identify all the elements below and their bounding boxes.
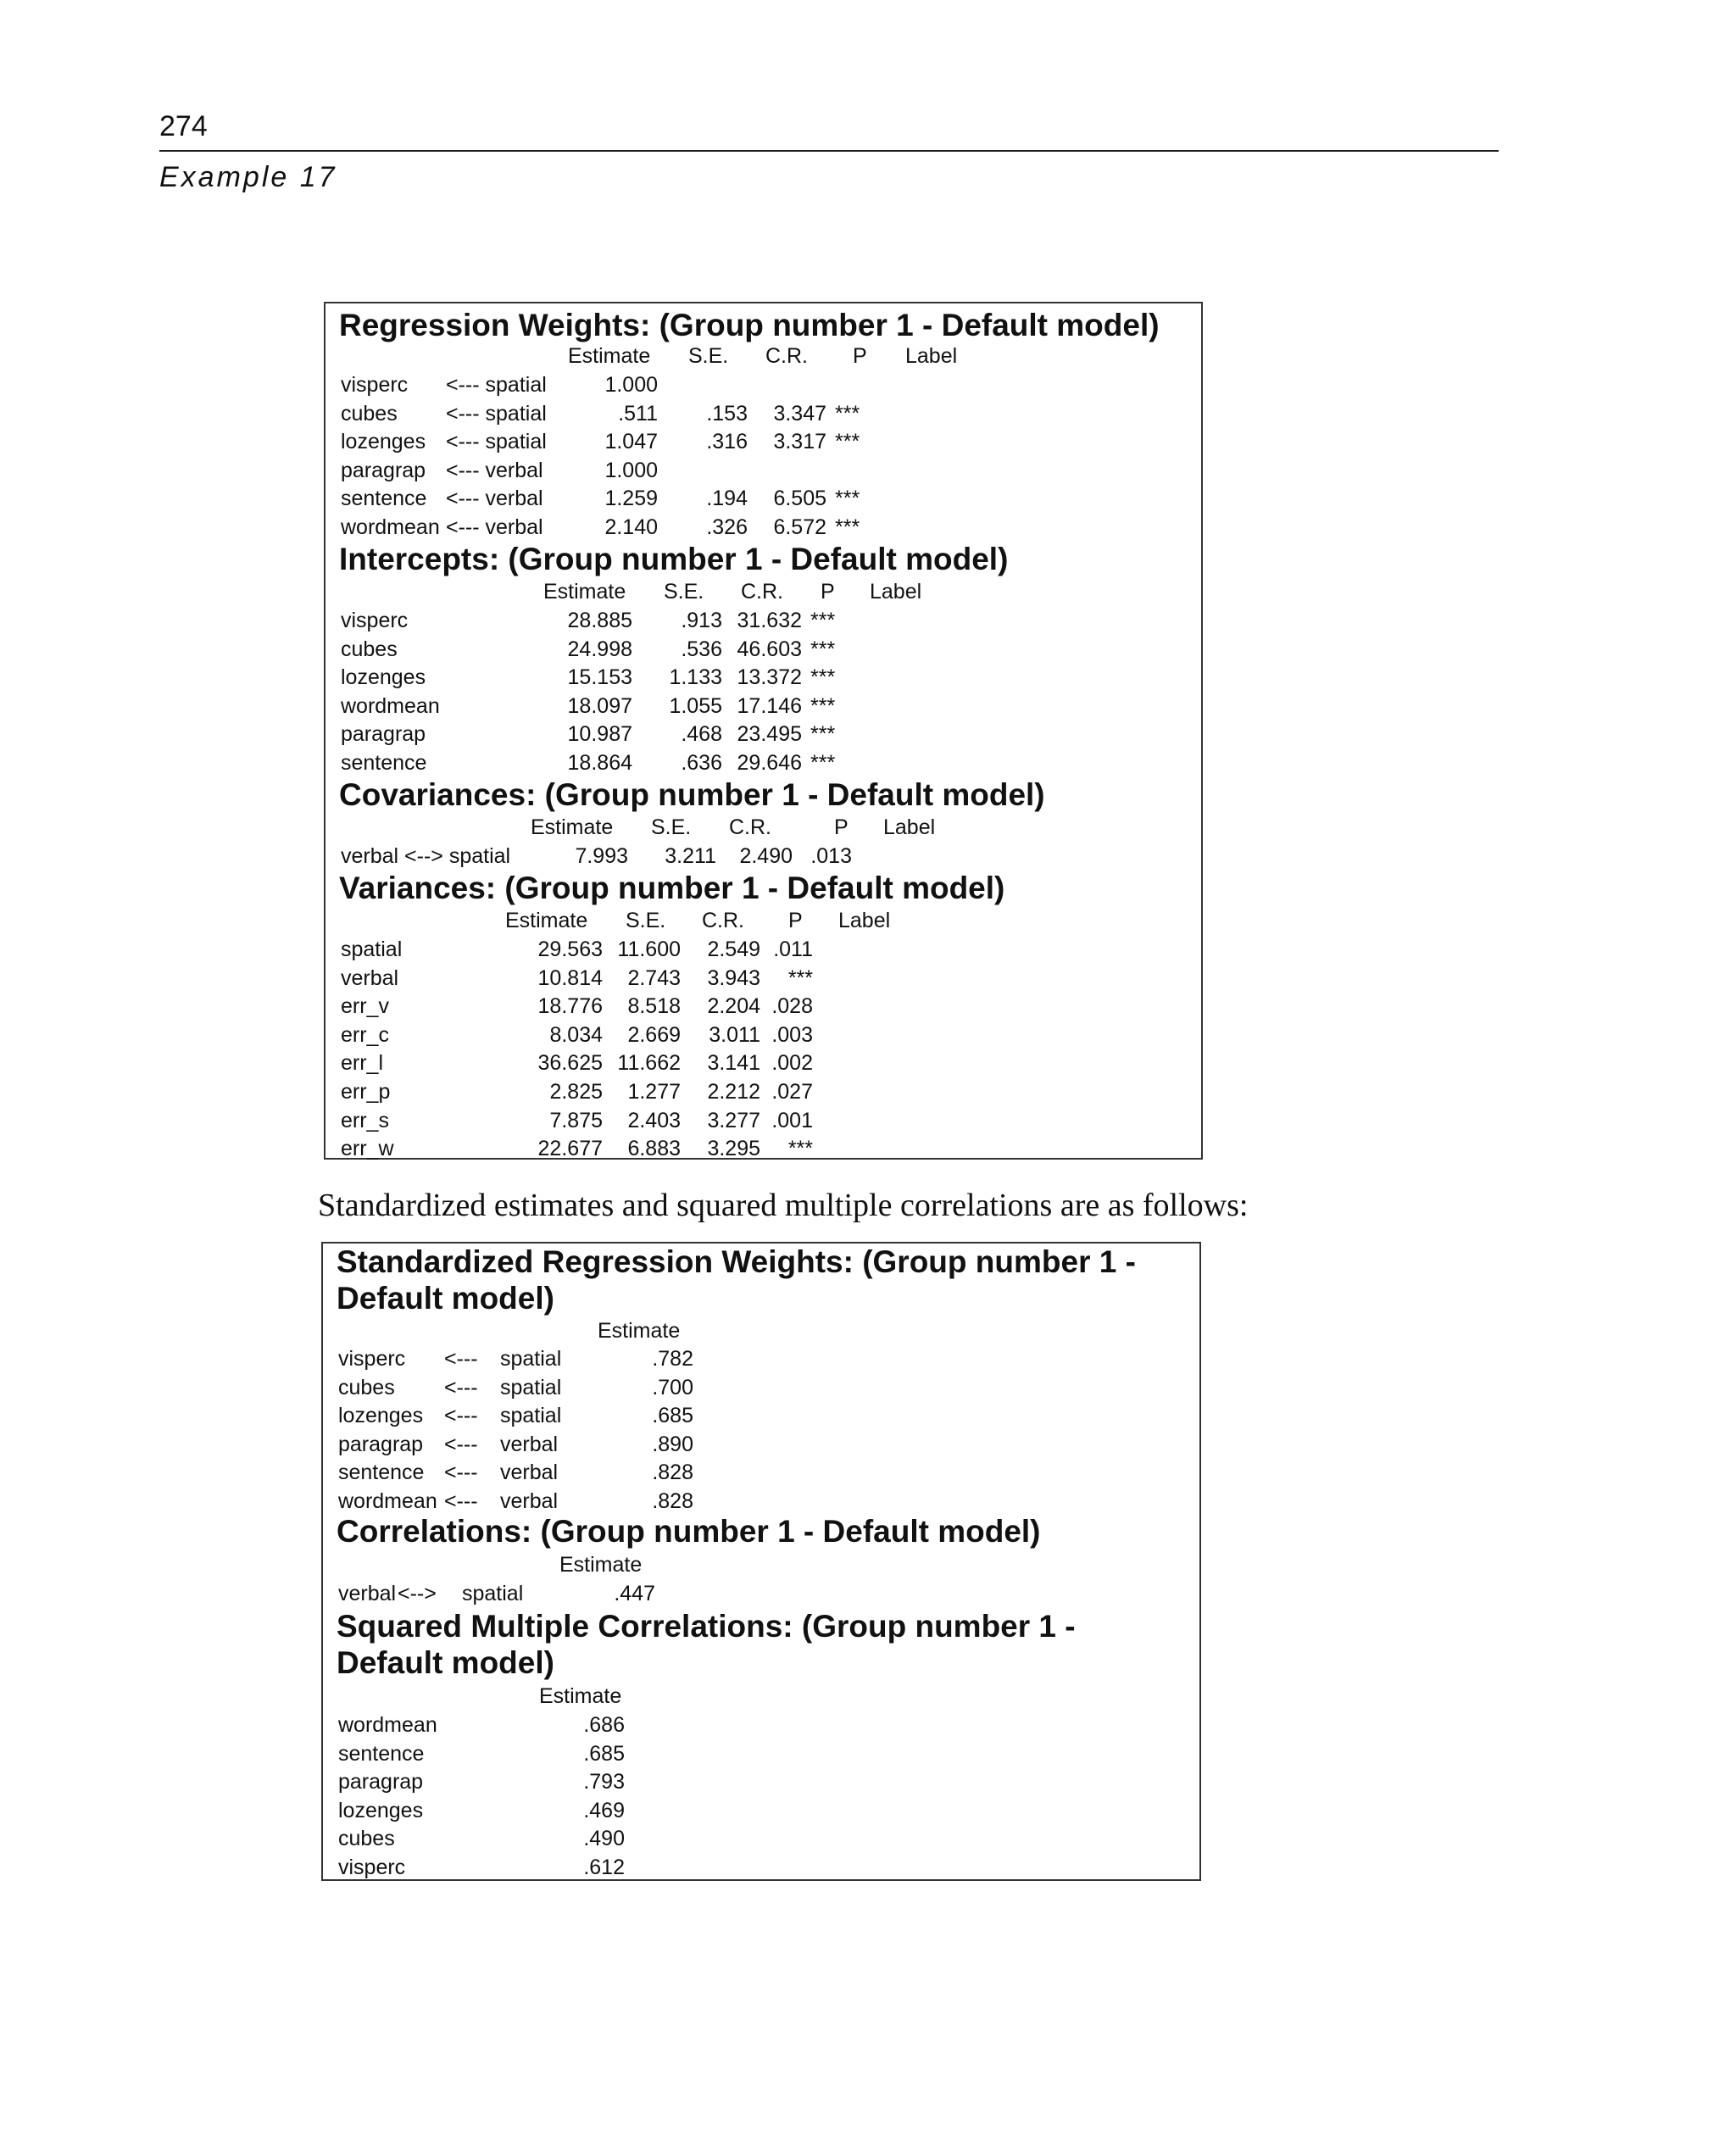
running-head: Example 17 [159,161,337,193]
regression-variable: lozenges [341,430,426,454]
variances-header-se: S.E. [626,909,666,932]
std-regression-factor: spatial [500,1375,562,1399]
variances-cr: 3.141 [707,1051,760,1076]
intercepts-p: *** [810,637,836,661]
variances-se: 6.883 [627,1137,681,1161]
covariances-header-p: P [834,815,849,839]
covariances-title: Covariances: (Group number 1 - Default model) [339,777,1045,812]
std-regression-arrow: <--- [444,1461,478,1485]
variances-p: *** [787,1137,813,1161]
smc-estimate: .793 [583,1770,625,1794]
variances-se: 1.277 [627,1080,681,1104]
variances-estimate: 36.625 [537,1051,603,1076]
intercepts-variable: visperc [341,609,409,632]
regression-header-cr: C.R. [765,344,808,368]
variances-p: .027 [771,1080,813,1104]
regression-p: *** [835,515,860,539]
page-number: 274 [159,110,208,142]
variances-p: .001 [771,1108,813,1132]
variances-p: .028 [771,994,813,1019]
std-regression-estimate: .828 [652,1489,693,1513]
intercepts-cr: 23.495 [737,722,802,747]
variances-se: 11.662 [617,1051,681,1076]
intercepts-estimate: 28.885 [567,609,632,632]
regression-cr: 3.347 [773,401,826,426]
variances-cr: 2.212 [707,1080,760,1104]
covariances-variable: verbal <--> spatial [341,844,511,868]
regression-estimate: 2.140 [604,515,658,539]
covariances-header-estimate: Estimate [531,815,614,839]
intercepts-cr: 29.646 [737,751,802,775]
unstandardized-estimates-box [324,302,1203,1160]
smc-title: Squared Multiple Correlations: (Group number 1 - [337,1609,1076,1644]
variances-se: 11.600 [617,938,681,961]
regression-se: .194 [706,487,748,511]
variances-variable: err_p [341,1080,391,1104]
smc-estimate: .686 [583,1713,625,1737]
variances-estimate: 29.563 [537,938,603,961]
variances-variable: verbal [341,965,399,990]
variances-se: 2.743 [627,965,681,990]
intercepts-header-se: S.E. [664,580,704,604]
smc-estimate: .469 [583,1798,625,1822]
std-regression-estimate: .828 [652,1461,693,1485]
smc-title-cont: Default model) [337,1645,554,1680]
regression-p: *** [835,487,860,511]
regression-estimate: 1.259 [604,487,658,511]
intercepts-header-label: Label [870,580,922,604]
regression-cr: 6.505 [773,487,826,511]
intercepts-p: *** [810,751,836,775]
std-regression-factor: spatial [500,1347,562,1371]
regression-estimate: 1.000 [604,458,658,482]
std-regression-variable: lozenges [338,1404,424,1428]
intercepts-estimate: 24.998 [567,637,632,661]
intercepts-se: 1.055 [669,693,722,718]
variances-estimate: 10.814 [537,965,603,990]
smc-variable: cubes [338,1827,395,1851]
std-regression-variable: sentence [338,1461,425,1485]
regression-variable: wordmean [341,515,440,539]
regression-se: .153 [706,401,748,426]
variances-estimate: 8.034 [549,1022,603,1047]
intercepts-p: *** [810,665,836,690]
regression-p: *** [835,401,860,426]
intercepts-header-p: P [821,580,835,604]
variances-estimate: 22.677 [537,1137,603,1161]
covariances-estimate: 7.993 [575,844,628,868]
std-regression-estimate: .782 [652,1347,693,1371]
variances-p: *** [787,965,813,990]
regression-estimate: 1.047 [604,430,658,454]
std-regression-variable: wordmean [338,1489,437,1513]
smc-estimate: .490 [583,1827,625,1851]
regression-path: <--- verbal [446,458,543,482]
covariances-header-se: S.E. [651,815,692,839]
variances-header-cr: C.R. [702,909,744,932]
intercepts-cr: 31.632 [737,609,802,632]
variances-variable: err_c [341,1022,389,1047]
smc-variable: paragrap [338,1770,424,1794]
regression-cr: 3.317 [773,430,826,454]
std-regression-variable: visperc [338,1347,406,1371]
intercepts-variable: wordmean [341,693,440,718]
intercepts-estimate: 15.153 [567,665,632,690]
covariances-header-label: Label [883,815,936,839]
std-regression-variable: cubes [338,1375,395,1399]
correlations-estimate: .447 [614,1582,655,1605]
variances-header-p: P [788,909,803,932]
variances-estimate: 2.825 [549,1080,603,1104]
std-regression-factor: verbal [500,1461,559,1485]
variances-cr: 3.011 [709,1022,760,1047]
variances-p: .002 [771,1051,813,1076]
regression-header-p: P [853,344,867,368]
intercepts-se: .636 [681,751,722,775]
regression-path: <--- spatial [446,401,547,426]
variances-variable: err_v [341,994,389,1019]
std-regression-header-estimate: Estimate [598,1319,681,1343]
variances-header-label: Label [838,909,891,932]
std-regression-arrow: <--- [444,1375,478,1399]
intercepts-title: Intercepts: (Group number 1 - Default model) [339,542,1009,576]
std-regression-arrow: <--- [444,1347,478,1371]
smc-variable: sentence [338,1741,425,1766]
regression-variable: cubes [341,401,398,426]
lead-text: Standardized estimates and squared multiple correlations are as follows: [318,1188,1249,1223]
variances-variable: err_l [341,1051,384,1076]
smc-variable: lozenges [338,1798,424,1822]
correlations-factor: spatial [462,1582,524,1605]
regression-se: .316 [706,430,748,454]
variances-cr: 2.549 [707,938,760,961]
intercepts-se: .536 [681,637,722,661]
intercepts-cr: 46.603 [737,637,802,661]
std-regression-variable: paragrap [338,1432,424,1456]
intercepts-estimate: 18.097 [567,693,632,718]
intercepts-se: .468 [681,722,722,747]
regression-variable: sentence [341,487,427,511]
std-regression-estimate: .685 [652,1404,693,1428]
covariances-se: 3.211 [665,844,716,868]
intercepts-se: 1.133 [669,665,722,690]
variances-se: 2.669 [627,1022,681,1047]
std-regression-estimate: .700 [652,1375,693,1399]
intercepts-variable: paragrap [341,722,426,747]
variances-header-estimate: Estimate [505,909,588,932]
variances-cr: 3.277 [707,1108,760,1132]
intercepts-variable: lozenges [341,665,426,690]
std-regression-title-cont: Default model) [337,1281,554,1316]
regression-path: <--- verbal [446,515,543,539]
intercepts-header-estimate: Estimate [543,580,626,604]
intercepts-p: *** [810,609,836,632]
intercepts-p: *** [810,693,836,718]
regression-p: *** [835,430,860,454]
std-regression-arrow: <--- [444,1489,478,1513]
regression-estimate: 1.000 [604,373,658,397]
variances-variable: spatial [341,938,403,961]
variances-cr: 3.295 [707,1137,760,1161]
std-regression-estimate: .890 [652,1432,693,1456]
regression-path: <--- spatial [446,373,547,397]
regression-header-estimate: Estimate [568,344,651,368]
variances-p: .003 [771,1022,813,1047]
correlations-variable: verbal [338,1582,397,1605]
intercepts-cr: 13.372 [737,665,802,690]
covariances-p: .013 [810,844,852,868]
regression-header-se: S.E. [688,344,729,368]
intercepts-cr: 17.146 [737,693,802,718]
header-rule [159,150,1499,152]
regression-variable: paragrap [341,458,426,482]
regression-path: <--- verbal [446,487,543,511]
std-regression-title: Standardized Regression Weights: (Group number 1 - [337,1244,1136,1279]
std-regression-factor: spatial [500,1404,562,1428]
intercepts-header-cr: C.R. [741,580,783,604]
variances-title: Variances: (Group number 1 - Default model) [339,871,1005,905]
regression-estimate: .511 [618,401,658,426]
smc-header-estimate: Estimate [539,1684,622,1708]
covariances-header-cr: C.R. [729,815,771,839]
correlations-arrow: <--> [398,1582,437,1605]
variances-estimate: 18.776 [537,994,603,1019]
correlations-header-estimate: Estimate [559,1553,643,1577]
regression-weights-title: Regression Weights: (Group number 1 - Default model) [339,308,1160,342]
variances-estimate: 7.875 [549,1108,603,1132]
smc-variable: visperc [338,1856,406,1879]
variances-se: 8.518 [627,994,681,1019]
regression-path: <--- spatial [446,430,547,454]
intercepts-p: *** [810,722,836,747]
correlations-title: Correlations: (Group number 1 - Default model) [337,1514,1041,1549]
variances-variable: err_w [341,1137,394,1161]
std-regression-arrow: <--- [444,1404,478,1428]
variances-p: .011 [773,938,813,961]
std-regression-factor: verbal [500,1432,559,1456]
std-regression-factor: verbal [500,1489,559,1513]
variances-cr: 2.204 [707,994,760,1019]
intercepts-estimate: 10.987 [567,722,632,747]
intercepts-estimate: 18.864 [567,751,632,775]
variances-variable: err_s [341,1108,389,1132]
regression-variable: visperc [341,373,409,397]
std-regression-arrow: <--- [444,1432,478,1456]
smc-estimate: .685 [583,1741,625,1766]
smc-estimate: .612 [583,1856,625,1879]
smc-variable: wordmean [338,1713,437,1737]
standardized-estimates-box [321,1242,1201,1881]
regression-se: .326 [706,515,748,539]
intercepts-se: .913 [681,609,722,632]
variances-se: 2.403 [627,1108,681,1132]
covariances-cr: 2.490 [739,844,793,868]
intercepts-variable: cubes [341,637,398,661]
variances-cr: 3.943 [707,965,760,990]
regression-cr: 6.572 [773,515,826,539]
intercepts-variable: sentence [341,751,427,775]
regression-header-label: Label [905,344,958,368]
